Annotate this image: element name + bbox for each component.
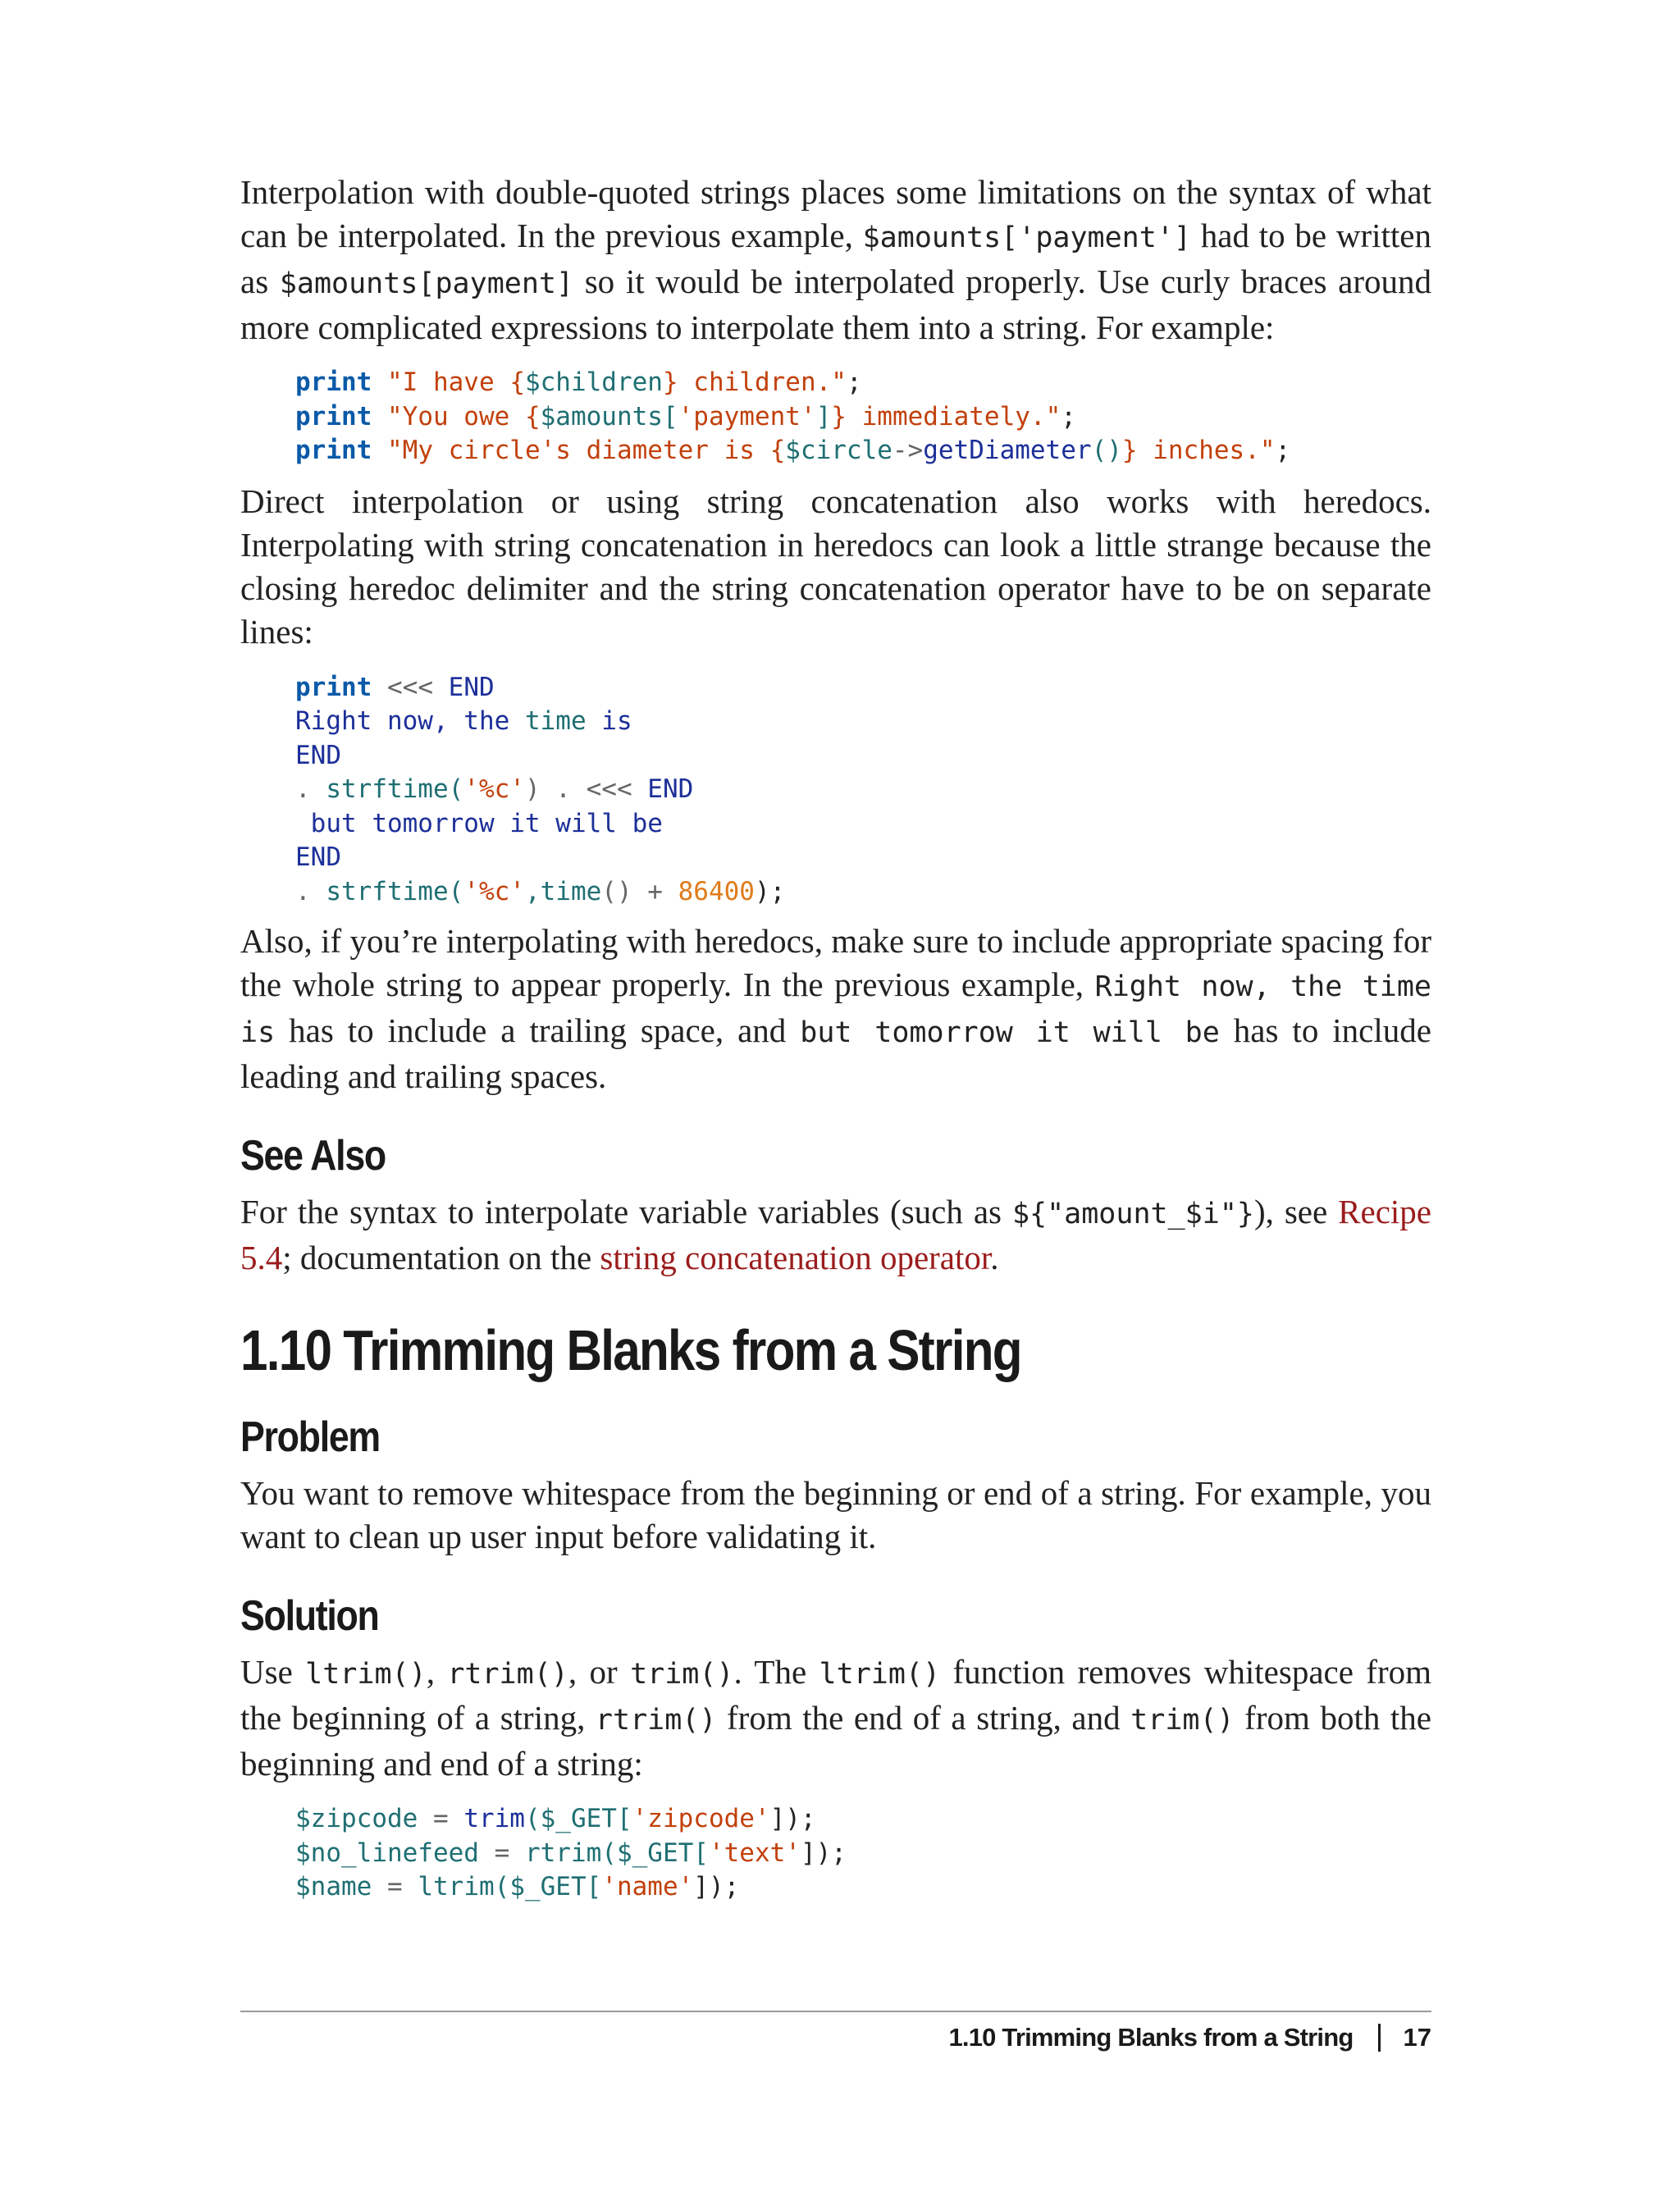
code-heredoc: is <box>586 706 632 736</box>
inline-code: rtrim() <box>447 1658 568 1691</box>
text: has to include a trailing space, and <box>275 1011 801 1049</box>
code-string: '%c' <box>463 774 525 804</box>
code-brace: { <box>769 436 786 465</box>
code-heredoc: END <box>295 740 341 770</box>
code-operator: <<< <box>372 672 449 702</box>
text: from the end of a string, and <box>716 1699 1131 1737</box>
code-operator: ) . <<< <box>524 774 648 804</box>
page-number: 17 <box>1403 2023 1431 2052</box>
code-variable: ] <box>815 401 832 431</box>
code-punct: () <box>1091 436 1122 465</box>
section-title: 1.10 Trimming Blanks from a String <box>240 1318 1021 1382</box>
code-variable: $no_linefeed <box>295 1838 479 1868</box>
code-punct: ; <box>1275 436 1291 465</box>
code-heredoc: Right now, the <box>295 706 525 736</box>
inline-code: ltrim() <box>819 1658 941 1691</box>
code-variable: $circle <box>785 436 892 465</box>
text: had to be written as <box>240 217 1431 300</box>
code-function: ltrim <box>418 1872 495 1901</box>
text: Also, if you’re interpolating with heredocs, make sure to include appropriate spacing for the whole string to appear properly. In the previous example, <box>240 922 1431 1003</box>
code-punct: , <box>524 876 541 906</box>
inline-code: Right now, the time is <box>240 970 1431 1049</box>
code-heredoc: END <box>647 774 694 804</box>
code-variable: $amounts[ <box>540 401 678 431</box>
paragraph-problem: You want to remove whitespace from the beginning or end of a string. For example, you want to clean up user input before validating it. <box>240 1474 1431 1555</box>
text: function removes whitespace from the beginning of a string, <box>240 1653 1432 1737</box>
code-punct: ( <box>448 774 464 804</box>
footer-rule <box>240 2011 1431 2012</box>
paragraph-heredocs: Direct interpolation or using string concatenation also works with heredocs. Interpolating with string concatenation in heredocs can look a little strange because the closing heredoc delimiter and the string concatenation operator have to be on separate lines: <box>240 482 1431 651</box>
code-string: 'zipcode' <box>632 1804 770 1833</box>
code-brace: { <box>509 368 525 397</box>
text: , or <box>568 1653 631 1691</box>
code-variable: ($_GET[ <box>494 1872 602 1901</box>
code-operator: = <box>372 1872 418 1901</box>
code-punct: ]); <box>769 1804 816 1833</box>
code-variable: ($_GET[ <box>524 1804 632 1833</box>
code-string: immediately." <box>846 401 1061 431</box>
inline-code: but tomorrow it will be <box>800 1016 1220 1049</box>
code-method: getDiameter <box>923 436 1092 465</box>
code-brace: } <box>662 368 678 397</box>
code-variable: $children <box>524 368 663 397</box>
code-number: 86400 <box>678 876 755 906</box>
code-brace: { <box>524 401 541 431</box>
inline-code: rtrim() <box>595 1704 717 1737</box>
code-function: rtrim <box>524 1838 602 1868</box>
code-block-heredoc <box>240 671 1431 910</box>
link-string-concatenation-operator[interactable]: string concatenation operator <box>600 1239 991 1276</box>
inline-code: trim() <box>1130 1704 1235 1737</box>
code-keyword: print <box>295 436 372 465</box>
text: . <box>990 1239 999 1276</box>
code-operator: . <box>295 774 326 804</box>
code-string: inches." <box>1137 436 1276 465</box>
code-string: 'name' <box>601 1872 694 1901</box>
page-footer <box>948 2023 1431 2052</box>
code-punct: ; <box>846 368 862 397</box>
code-punct: ( <box>448 876 464 906</box>
code-brace: } <box>831 401 847 431</box>
text: , <box>426 1653 448 1691</box>
code-string: 'payment' <box>678 401 816 431</box>
code-variable: ($_GET[ <box>601 1838 709 1868</box>
heading-solution: Solution <box>240 1592 379 1640</box>
code-string: "You owe <box>372 401 525 431</box>
paragraph-see-also <box>240 1190 1431 1280</box>
code-keyword: print <box>295 401 372 431</box>
paragraph-solution <box>240 1650 1431 1786</box>
text: from both the beginning and end of a string: <box>240 1699 1431 1783</box>
code-function: strftime <box>326 876 449 906</box>
inline-code: $amounts[payment] <box>279 267 574 300</box>
running-title: 1.10 Trimming Blanks from a String <box>948 2023 1354 2052</box>
heading-problem: Problem <box>240 1413 380 1461</box>
code-function: time <box>540 876 602 906</box>
code-operator: . <box>295 876 326 906</box>
footer-separator <box>1378 2024 1381 2052</box>
code-operator: = <box>478 1838 525 1868</box>
code-string: 'text' <box>708 1838 801 1868</box>
code-block-curly-braces <box>240 366 1431 468</box>
text: ), see <box>1253 1193 1339 1230</box>
text: For the syntax to interpolate variable variables (such as <box>240 1193 1012 1230</box>
code-variable: $zipcode <box>295 1804 418 1833</box>
inline-code: ltrim() <box>305 1658 427 1691</box>
text: so it would be interpolated properly. Use curly braces around more complicated expressions to interpolate them into a string. For example: <box>240 262 1431 346</box>
code-punct: ]); <box>693 1872 740 1901</box>
text: Interpolation with double-quoted strings places some limitations on the syntax of what can be interpolated. In the previous example, <box>240 173 1431 254</box>
code-heredoc: END <box>295 842 341 872</box>
code-operator: = <box>418 1804 464 1833</box>
inline-code: trim() <box>630 1658 734 1691</box>
code-variable: $name <box>295 1872 372 1901</box>
link-recipe-5-4[interactable]: Recipe 5.4 <box>240 1193 1431 1276</box>
code-function: strftime <box>326 774 449 804</box>
inline-code: ${"amount_$i"} <box>1011 1198 1254 1230</box>
paragraph-spacing <box>240 920 1431 1098</box>
code-punct: ]); <box>800 1838 847 1868</box>
text: . The <box>733 1653 819 1691</box>
code-block-trim <box>240 1802 1431 1905</box>
page-content <box>240 171 1431 1905</box>
code-punct: ; <box>1061 401 1076 431</box>
code-operator: () + <box>601 876 678 906</box>
text: ; documentation on the <box>282 1239 600 1276</box>
heading-see-also: See Also <box>240 1132 386 1180</box>
paragraph-interpolation-limits <box>240 171 1431 349</box>
text: has to include leading and trailing spaces. <box>240 1011 1431 1095</box>
code-function: trim <box>463 1804 525 1833</box>
code-punct: ); <box>754 876 786 906</box>
code-brace: } <box>1121 436 1138 465</box>
code-heredoc: but tomorrow it will be <box>295 808 663 838</box>
code-keyword: print <box>295 368 372 397</box>
code-string: "My circle's diameter is <box>372 436 770 465</box>
code-string: '%c' <box>463 876 525 906</box>
code-keyword: print <box>295 672 372 702</box>
code-string: children." <box>678 368 847 397</box>
code-heredoc: time <box>524 706 587 736</box>
code-operator: -> <box>892 436 924 465</box>
inline-code: $amounts['payment'] <box>862 221 1191 254</box>
code-string: "I have <box>372 368 510 397</box>
text: Use <box>240 1653 306 1691</box>
code-heredoc: END <box>448 672 495 702</box>
